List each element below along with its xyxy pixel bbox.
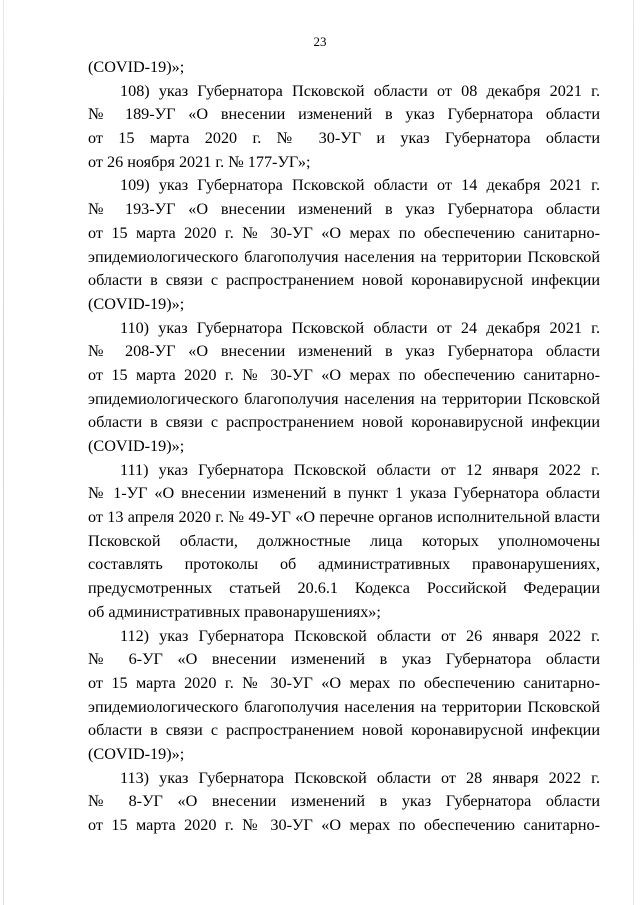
text-line: Псковской области, должностные лица которых уполномочены (88, 531, 600, 550)
text-line: от 15 марта 2020 г. № 30-УГ «О мерах по обеспечению санитарно- (88, 673, 600, 692)
paragraph (88, 317, 600, 459)
text-line: области в связи с распространением новой коронавирусной инфекции (88, 413, 600, 432)
text-line: (COVID-19)»; (88, 294, 185, 313)
text-line: 111) указ Губернатора Псковской области от 12 января 2022 г. (120, 460, 600, 479)
text-line: 108) указ Губернатора Псковской области от 08 декабря 2021 г. (120, 81, 600, 100)
text-line: эпидемиологического благополучия населения на территории Псковской (88, 697, 600, 716)
text-line: № 193-УГ «О внесении изменений в указ Губернатора области (88, 200, 600, 219)
scan-edge-right (633, 0, 634, 905)
text-line: № 8-УГ «О внесении изменений в указ Губернатора области (88, 792, 600, 811)
text-line: эпидемиологического благополучия населения на территории Псковской (88, 389, 600, 408)
page-number: 23 (313, 34, 327, 49)
text-line: области в связи с распространением новой коронавирусной инфекции (88, 271, 600, 290)
paragraph (88, 767, 600, 838)
text-line: предусмотренных статьей 20.6.1 Кодекса Российской Федерации (88, 579, 600, 598)
text-line: № 189-УГ «О внесении изменений в указ Губернатора области (88, 105, 600, 124)
text-line: от 15 марта 2020 г. № 30-УГ и указ Губернатора области (88, 129, 600, 148)
text-line: от 15 марта 2020 г. № 30-УГ «О мерах по обеспечению санитарно- (88, 816, 600, 834)
paragraph (88, 174, 600, 316)
text-line: 113) указ Губернатора Псковской области от 28 января 2022 г. (120, 768, 600, 787)
text-line: (COVID-19)»; (88, 437, 185, 455)
text-line: от 13 апреля 2020 г. № 49-УГ «О перечне органов исполнительной власти (88, 508, 600, 527)
text-line: № 6-УГ «О внесении изменений в указ Губернатора области (88, 650, 600, 669)
paragraph (88, 56, 600, 80)
text-line: от 15 марта 2020 г. № 30-УГ «О мерах по обеспечению санитарно- (88, 365, 600, 384)
text-line: (COVID-19)»; (88, 744, 185, 763)
scan-edge-left (3, 0, 4, 905)
text-line: № 208-УГ «О внесении изменений в указ Губернатора области (88, 342, 600, 361)
text-line: составлять протоколы об административных правонарушениях, (88, 555, 600, 574)
paragraph (88, 625, 600, 767)
text-line: от 26 ноября 2021 г. № 177-УГ»; (88, 152, 311, 171)
text-line: от 15 марта 2020 г. № 30-УГ «О мерах по обеспечению санитарно- (88, 223, 600, 242)
text-line: эпидемиологического благополучия населения на территории Псковской (88, 247, 600, 266)
text-line: 110) указ Губернатора Псковской области от 24 декабря 2021 г. (120, 318, 600, 337)
text-line: 109) указ Губернатора Псковской области от 14 декабря 2021 г. (120, 176, 600, 195)
text-line: об административных правонарушениях»; (88, 602, 381, 621)
text-line: (COVID-19)»; (88, 58, 185, 76)
text-line: области в связи с распространением новой коронавирусной инфекции (88, 721, 600, 740)
text-line: 112) указ Губернатора Псковской области от 26 января 2022 г. (120, 626, 600, 645)
paragraph (88, 80, 600, 175)
paragraph (88, 459, 600, 625)
document-body (88, 56, 600, 838)
text-line: № 1-УГ «О внесении изменений в пункт 1 указа Губернатора области (88, 484, 600, 503)
